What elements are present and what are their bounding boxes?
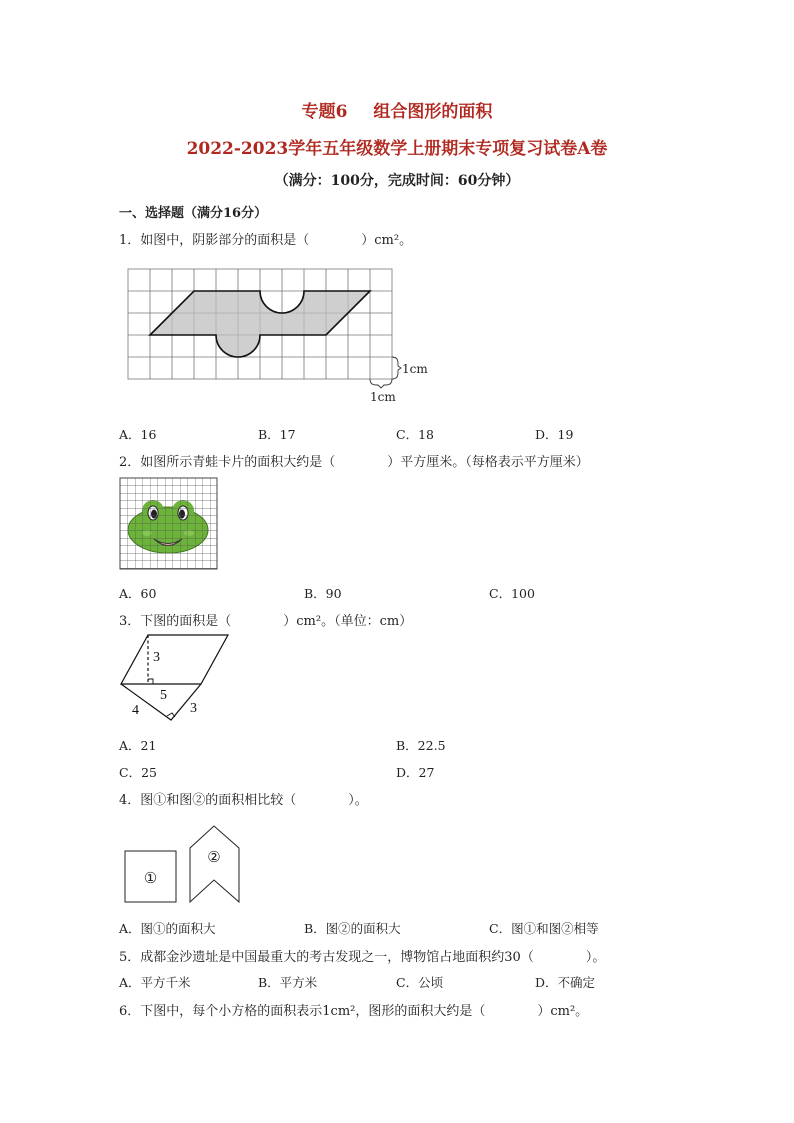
q4-label-1: ① <box>143 869 158 887</box>
q3-option-c[interactable]: C．25 <box>119 765 157 780</box>
topic-title <box>0 97 794 122</box>
question-1-stem: 1．如图中，阴影部分的面积是（ ）cm²。 <box>119 233 413 248</box>
exam-info: （满分：100分，完成时间：60分钟） <box>274 173 520 189</box>
q1-option-c[interactable]: C．18 <box>396 427 434 442</box>
q5-option-a[interactable]: A．平方千米 <box>119 975 191 990</box>
topic-number: 专题6 <box>301 102 348 122</box>
q3-figure <box>118 632 238 722</box>
q1-option-a[interactable]: A．16 <box>119 427 157 442</box>
q1-grid-figure <box>119 262 439 402</box>
q2-option-c[interactable]: C．100 <box>489 586 535 601</box>
question-2-stem: 2．如图所示青蛙卡片的面积大约是（ ）平方厘米。（每格表示平方厘米） <box>119 455 589 470</box>
q4-option-c[interactable]: C．图①和图②相等 <box>489 921 599 936</box>
q2-frog-card-figure <box>120 478 220 570</box>
question-6-stem: 6．下图中，每个小方格的面积表示1cm²，图形的面积大约是（ ）cm²。 <box>119 1004 589 1019</box>
q2-option-b[interactable]: B．90 <box>304 586 342 601</box>
section-title: 一、选择题（满分16分） <box>119 206 268 221</box>
q4-option-a[interactable]: A．图①的面积大 <box>119 921 216 936</box>
question-4-stem: 4．图①和图②的面积相比较（ ）。 <box>119 793 368 808</box>
exam-subtitle: 2022-2023学年五年级数学上册期末专项复习试卷A卷 <box>186 139 608 159</box>
q3-option-a[interactable]: A．21 <box>119 738 157 753</box>
q4-figure <box>122 823 252 908</box>
q4-label-2: ② <box>207 848 221 866</box>
q3-option-d[interactable]: D．27 <box>396 765 435 780</box>
q1-option-b[interactable]: B．17 <box>258 427 296 442</box>
q1-label-vertical: 1cm <box>402 362 428 376</box>
q3-label-base: 5 <box>160 688 167 703</box>
q3-option-b[interactable]: B．22.5 <box>396 738 446 753</box>
q2-option-a[interactable]: A．60 <box>119 586 157 601</box>
q4-option-b[interactable]: B．图②的面积大 <box>304 921 401 936</box>
q5-option-b[interactable]: B．平方米 <box>258 975 318 990</box>
q5-option-c[interactable]: C．公顷 <box>396 975 444 990</box>
q5-option-d[interactable]: D．不确定 <box>535 975 596 990</box>
q3-label-height: 3 <box>153 650 160 665</box>
q1-option-d[interactable]: D．19 <box>535 427 574 442</box>
q3-label-right-leg: 3 <box>190 701 197 716</box>
topic-name: 组合图形的面积 <box>373 102 493 122</box>
question-5-stem: 5．成都金沙遗址是中国最重大的考古发现之一，博物馆占地面积约30（ ）。 <box>119 950 606 965</box>
q1-label-horizontal: 1cm <box>370 390 396 404</box>
question-3-stem: 3．下图的面积是（ ）cm²。（单位：cm） <box>119 614 413 629</box>
q3-label-left-leg: 4 <box>132 703 139 718</box>
